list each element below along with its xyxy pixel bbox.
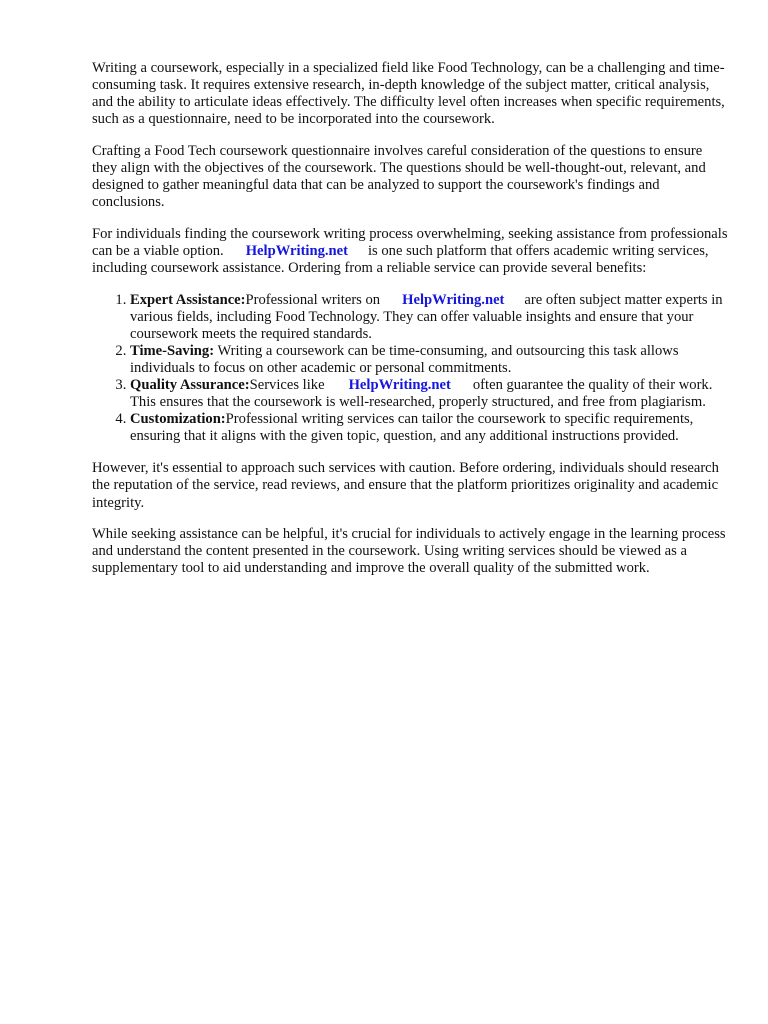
questionnaire-paragraph: Crafting a Food Tech coursework questionnaire involves careful consideration of the questions to ensure they align with the objectives of the coursework. The questions should be well-thought-out, relevant, and designed to gather meaningful data that can be analyzed to support the coursework's findings and conclusions.: [92, 142, 706, 211]
benefit-text-before: Services like: [249, 377, 325, 393]
helpwriting-link[interactable]: HelpWriting.net: [245, 242, 348, 259]
assistance-paragraph: [92, 226, 730, 277]
conclusion-paragraph: While seeking assistance can be helpful, it's crucial for individuals to actively engage in the learning process and understand the content presented in the coursework. Using writing services should be viewed as a supplementary tool to aid understanding and improve the overall quality of the submitted work.: [92, 526, 726, 577]
caution-paragraph: However, it's essential to approach such services with caution. Before ordering, individuals should research the reputation of the service, read reviews, and ensure that the platform prioritizes originality and academic integrity.: [92, 460, 719, 511]
benefit-customization: [130, 411, 730, 445]
helpwriting-link[interactable]: HelpWriting.net: [348, 377, 451, 393]
assistance-text-after: is one such platform that offers academic writing services, including coursework assistance. Ordering from a reliable service can provide several benefits:: [92, 242, 709, 276]
benefit-term: Time-Saving:: [130, 342, 215, 359]
benefit-expert-assistance: [130, 292, 730, 343]
document-body: [92, 60, 730, 592]
benefit-term: Customization:: [130, 411, 226, 428]
benefit-quality-assurance: [130, 377, 730, 411]
benefit-text-before: Professional writers on: [245, 291, 381, 308]
benefit-text: Writing a coursework can be time-consuming, and outsourcing this task allows individuals to focus on other academic or personal commitments.: [130, 342, 679, 376]
benefit-text-after: often guarantee the quality of their work. This ensures that the coursework is well-researched, properly structured, and free from plagiarism.: [130, 377, 713, 411]
benefit-time-saving: [130, 343, 730, 377]
benefit-text: Professional writing services can tailor the coursework to specific requirements, ensuring that it aligns with the given topic, question, and any additional instructions provided.: [130, 411, 694, 445]
benefit-term: Expert Assistance:: [130, 291, 246, 308]
benefit-text-after: are often subject matter experts in various fields, including Food Technology. They can offer valuable insights and ensure that your coursework meets the required standards.: [130, 291, 723, 342]
benefit-term: Quality Assurance:: [130, 377, 250, 393]
benefits-list: [92, 292, 730, 446]
intro-paragraph: Writing a coursework, especially in a specialized field like Food Technology, can be a challenging and time-consuming task. It requires extensive research, in-depth knowledge of the subject matter, critical analysis, and the ability to articulate ideas effectively. The difficulty level often increases when specific requirements, such as a questionnaire, need to be incorporated into the coursework.: [92, 60, 725, 128]
assistance-text-before: For individuals finding the coursework writing process overwhelming, seeking assistance from professionals can be a viable option.: [92, 225, 728, 259]
helpwriting-link[interactable]: HelpWriting.net: [402, 291, 505, 308]
